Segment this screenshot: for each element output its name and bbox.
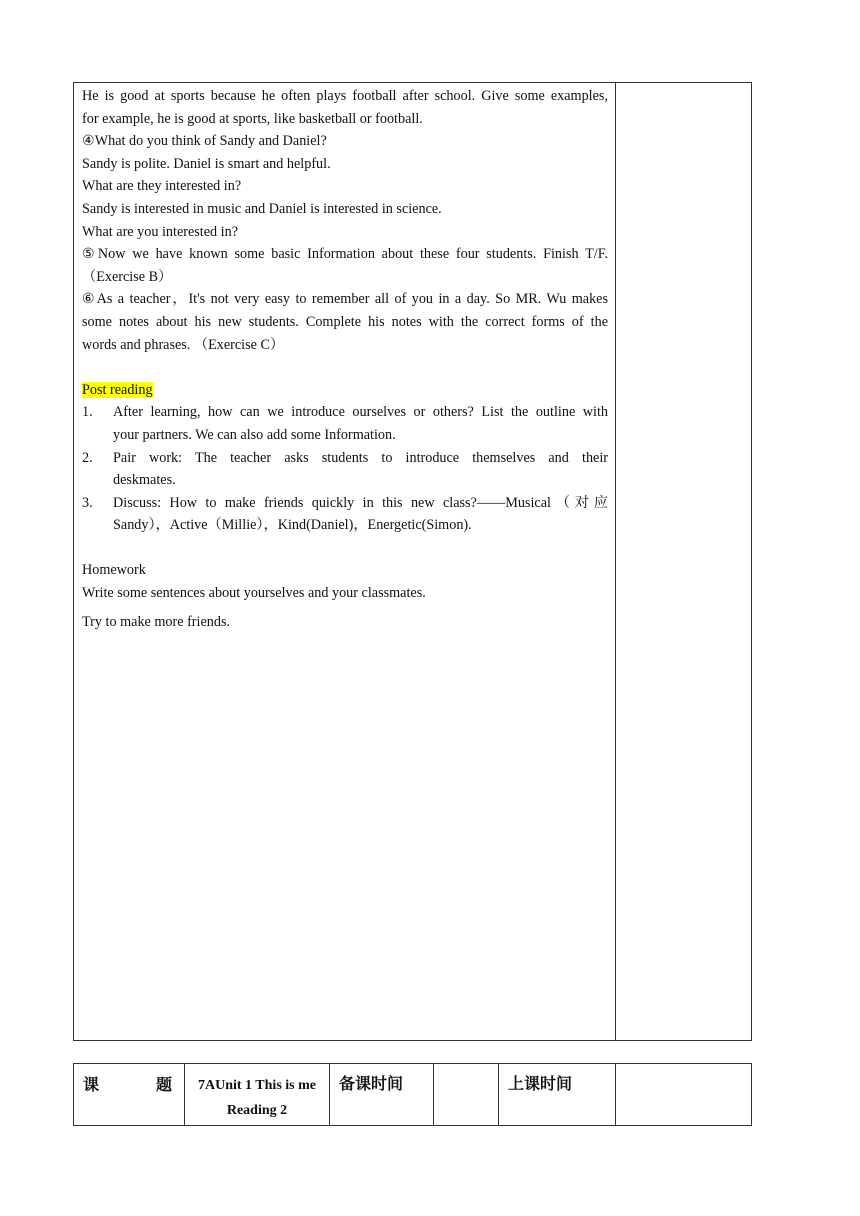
prep-time-label-cell (330, 1064, 434, 1125)
lesson-header-table (73, 1063, 752, 1126)
lesson-content-cell (82, 85, 608, 633)
step-6-line: some notes about his new students. Complete his notes with the correct forms of the (82, 313, 608, 330)
answer-4: Sandy is polite. Daniel is smart and helpful. (82, 155, 331, 172)
answer-4b: Sandy is interested in music and Daniel is interested in science. (82, 200, 442, 217)
lesson-topic (185, 1073, 329, 1123)
post-reading-heading (82, 379, 608, 402)
list-item-line: Discuss: How to make friends quickly in this new class?——Musical（对应 (113, 494, 608, 511)
post-reading-highlight: Post reading (82, 381, 153, 398)
question-4c: What are you interested in? (82, 223, 238, 240)
homework-line: Write some sentences about yourselves and your classmates. (82, 585, 426, 602)
list-item (82, 401, 608, 446)
lesson-label-char: 题 (155, 1075, 172, 1094)
class-time-label: 上课时间 (508, 1074, 573, 1093)
topic-line: Reading 2 (226, 1103, 288, 1118)
list-item (82, 492, 608, 537)
list-item-line: your partners. We can also add some Information. (113, 426, 396, 443)
list-item-line: Pair work: The teacher asks students to introduce themselves and their (113, 449, 608, 466)
step-6-line: words and phrases. （Exercise C） (82, 336, 285, 353)
list-number: 2. (82, 449, 93, 466)
spacer (82, 356, 608, 379)
intro-line: He is good at sports because he often plays football after school. Give some examples, (82, 88, 608, 104)
intro-line: for example, he is good at sports, like basketball or football. (82, 110, 423, 127)
spacer (82, 537, 608, 560)
column-divider (615, 83, 616, 1040)
homework-heading: Homework (82, 562, 146, 579)
lesson-plan-table (73, 82, 752, 1041)
class-time-label-cell (499, 1064, 616, 1125)
list-item-line: Sandy），Active（Millie），Kind(Daniel)，Energetic(Simon). (113, 517, 472, 534)
list-item-line: After learning, how can we introduce ourselves or others? List the outline with (113, 404, 608, 421)
topic-line: 7AUnit 1 This is me (198, 1078, 316, 1093)
prep-time-label: 备课时间 (339, 1074, 404, 1093)
lesson-label (83, 1072, 172, 1095)
question-4: ④What do you think of Sandy and Daniel? (82, 133, 327, 150)
step-5-line: （Exercise B） (82, 268, 173, 285)
step-6-line: ⑥As a teacher，It's not very easy to remember all of you in a day. So MR. Wu makes (82, 291, 608, 308)
list-item-line: deskmates. (113, 472, 176, 489)
homework-line: Try to make more friends. (82, 613, 231, 630)
step-5-line: ⑤Now we have known some basic Information about these four students. Finish T/F. (82, 246, 608, 263)
lesson-label-char: 课 (83, 1075, 100, 1094)
class-time-value-cell (616, 1064, 751, 1125)
question-4b: What are they interested in? (82, 178, 242, 195)
lesson-topic-cell (185, 1064, 330, 1125)
post-reading-list (82, 401, 608, 537)
lesson-label-cell (74, 1064, 185, 1125)
list-item (82, 447, 608, 492)
prep-time-value-cell (434, 1064, 499, 1125)
list-number: 3. (82, 494, 93, 511)
list-number: 1. (82, 404, 93, 421)
